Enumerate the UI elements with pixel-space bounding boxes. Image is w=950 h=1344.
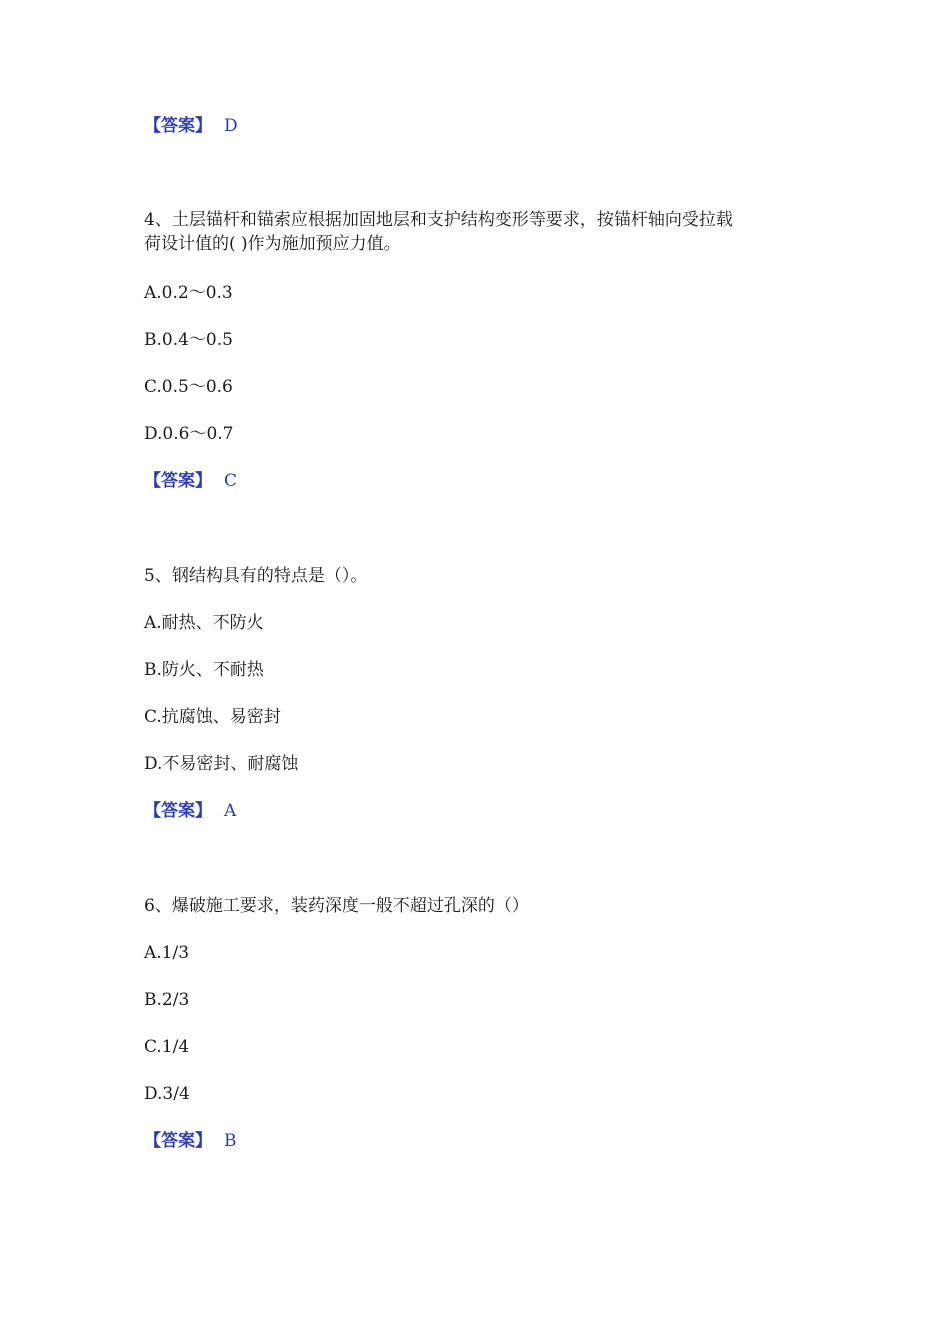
answer-label: 【答案】 [144, 1131, 212, 1151]
q5-option-a: A.耐热、不防火 [144, 613, 264, 633]
q6-answer [144, 1129, 237, 1153]
q4-stem-line1: 4、土层锚杆和锚索应根据加固地层和支护结构变形等要求，按锚杆轴向受拉载 [144, 210, 733, 230]
answer-value: D [224, 116, 238, 136]
answer-value: A [224, 801, 237, 821]
q4-option-c: C.0.5～0.6 [144, 377, 233, 397]
q4-option-a: A.0.2～0.3 [144, 283, 233, 303]
q4-option-d: D.0.6～0.7 [144, 424, 234, 444]
q3-answer [144, 114, 238, 138]
q4-answer [144, 469, 237, 493]
q6-option-d: D.3/4 [144, 1084, 190, 1104]
q5-stem: 5、钢结构具有的特点是（）。 [144, 566, 368, 586]
q4-option-b: B.0.4～0.5 [144, 330, 233, 350]
q5-option-b: B.防火、不耐热 [144, 660, 264, 680]
q5-option-d: D.不易密封、耐腐蚀 [144, 754, 299, 774]
q6-option-b: B.2/3 [144, 990, 190, 1010]
answer-value: C [224, 471, 238, 491]
q6-option-c: C.1/4 [144, 1037, 190, 1057]
answer-label: 【答案】 [144, 471, 212, 491]
q4-stem-line2: 荷设计值的( )作为施加预应力值。 [144, 234, 401, 254]
q5-option-c: C.抗腐蚀、易密封 [144, 707, 281, 727]
answer-value: B [224, 1131, 237, 1151]
q5-answer [144, 799, 236, 823]
q6-stem: 6、爆破施工要求，装药深度一般不超过孔深的（） [144, 896, 529, 916]
q6-option-a: A.1/3 [144, 943, 190, 963]
answer-label: 【答案】 [144, 116, 212, 136]
answer-label: 【答案】 [144, 801, 212, 821]
